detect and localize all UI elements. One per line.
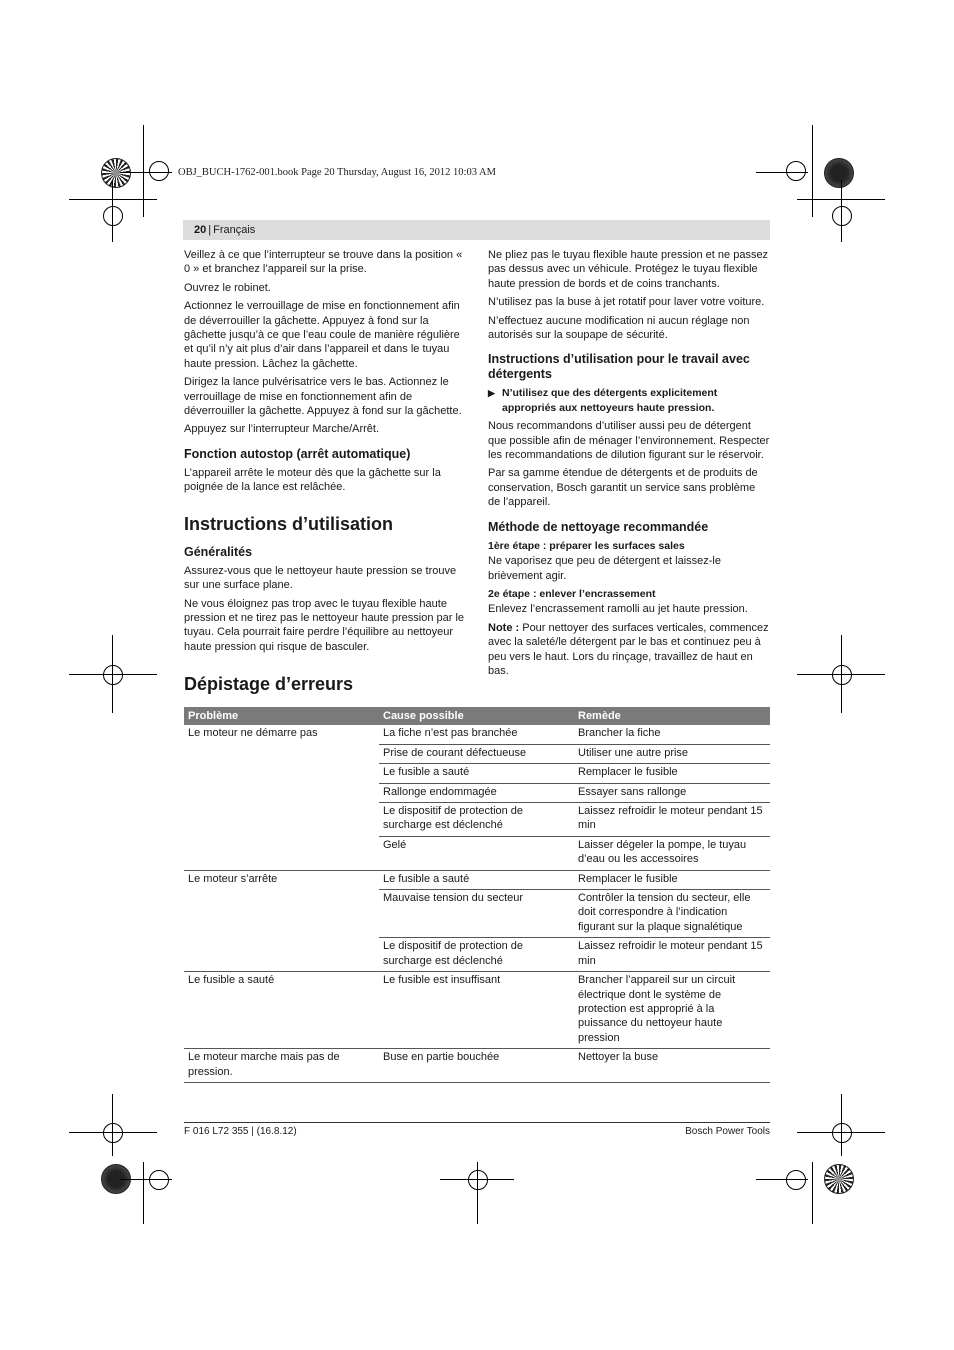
note	[488, 621, 770, 679]
step2-title: 2e étape : enlever l’encrassement	[488, 587, 656, 600]
column-header: Cause possible	[379, 707, 574, 725]
paragraph: N’effectuez aucune modification ni aucun réglage non autorisés sur la soupape de sécurité.	[488, 314, 750, 342]
bullet-text: N’utilisez que des détergents explicitement appropriés aux nettoyeurs haute pression.	[502, 387, 718, 414]
column-header: Problème	[184, 707, 379, 725]
remedy-cell: Essayer sans rallonge	[574, 783, 770, 802]
heading-detergents: Instructions d’utilisation pour le travail avec détergents	[488, 352, 750, 382]
footer-brand: Bosch Power Tools	[685, 1126, 770, 1137]
print-info: OBJ_BUCH-1762-001.book Page 20 Thursday, August 16, 2012 10:03 AM	[178, 167, 496, 178]
crosshair-icon	[149, 1170, 169, 1190]
cause-cell: Prise de courant défectueuse	[379, 744, 574, 763]
footer-document-code: F 016 L72 355 | (16.8.12)	[184, 1126, 297, 1137]
cause-cell: Rallonge endommagée	[379, 783, 574, 802]
problem-cell: Le moteur s’arrête	[184, 870, 379, 971]
right-column	[488, 248, 770, 682]
crosshair-icon	[468, 1170, 488, 1190]
crosshair-icon	[103, 206, 123, 226]
heading-general: Généralités	[184, 544, 253, 559]
problem-cell: Le moteur marche mais pas de pression.	[184, 1049, 379, 1083]
remedy-cell: Brancher l’appareil sur un circuit électrique dont le système de protection est approprié à la puissance du nettoyeur haute pression	[574, 972, 770, 1049]
crosshair-icon	[786, 1170, 806, 1190]
column-header: Remède	[574, 707, 770, 725]
registration-rosette-icon	[101, 158, 131, 188]
registration-rosette-icon	[824, 158, 854, 188]
page-number: 20	[194, 224, 207, 236]
registration-rosette-icon	[824, 1164, 854, 1194]
crosshair-icon	[149, 161, 169, 181]
cause-cell: Mauvaise tension du secteur	[379, 890, 574, 938]
paragraph: Assurez-vous que le nettoyeur haute pression se trouve sur une surface plane.	[184, 564, 457, 592]
heading-autostop: Fonction autostop (arrêt automatique)	[184, 446, 411, 461]
remedy-cell: Laissez refroidir le moteur pendant 15 min	[574, 938, 770, 972]
heading-instructions: Instructions d’utilisation	[184, 513, 394, 534]
table-row	[184, 725, 770, 744]
paragraph: Par sa gamme étendue de détergents et de produits de conservation, Bosch garantit un service sans problème de l’appareil.	[488, 467, 758, 509]
cause-cell: La fiche n’est pas branchée	[379, 725, 574, 744]
paragraph: L’appareil arrête le moteur dès que la gâchette sur la poignée de la lance est relâchée.	[184, 466, 441, 494]
step1-title: 1ère étape : préparer les surfaces sales	[488, 539, 685, 552]
crosshair-icon	[786, 161, 806, 181]
paragraph: Actionnez le verrouillage de mise en fonctionnement afin de déverrouiller la gâchette. Appuyez à fond sur la gâchette jusqu’à ce que l’eau coule de manière régulière et qu’il n’y ait plus d’air dans l’appareil et dans le tuyau haute pression. Lâchez la gâchette.	[184, 300, 460, 370]
note-label: Note :	[488, 621, 520, 634]
paragraph: Dirigez la lance pulvérisatrice vers le bas. Actionnez le verrouillage de mise en fonctionnement afin de déverrouiller la gâchette. Appuyez à fond sur la gâchette.	[184, 376, 462, 418]
paragraph: Ouvrez le robinet.	[184, 281, 271, 294]
table-header-row	[184, 707, 770, 725]
remedy-cell: Laisser dégeler la pompe, le tuyau d’eau ou les accessoires	[574, 836, 770, 870]
triangle-bullet-icon: ▶	[488, 388, 495, 399]
remedy-cell: Contrôler la tension du secteur, elle doit correspondre à l’indication figurant sur la plaque signalétique	[574, 890, 770, 938]
cause-cell: Le dispositif de protection de surcharge est déclenché	[379, 938, 574, 972]
footer-rule	[184, 1122, 770, 1123]
paragraph: N’utilisez pas la buse à jet rotatif pour laver votre voiture.	[488, 296, 765, 309]
header-language: Français	[213, 224, 256, 236]
heading-method: Méthode de nettoyage recommandée	[488, 519, 709, 534]
cause-cell: Le fusible est insuffisant	[379, 972, 574, 1049]
page-header	[183, 220, 770, 240]
cause-cell: Le fusible a sauté	[379, 870, 574, 889]
remedy-cell: Nettoyer la buse	[574, 1049, 770, 1083]
cause-cell: Le fusible a sauté	[379, 764, 574, 783]
problem-cell: Le fusible a sauté	[184, 972, 379, 1049]
paragraph: Veillez à ce que l’interrupteur se trouve dans la position « 0 » et branchez l’appareil sur la prise.	[184, 249, 463, 276]
crosshair-icon	[832, 206, 852, 226]
paragraph: Nous recommandons d’utiliser aussi peu de détergent que possible afin de ménager l’environnement. Respecter les recommandations de dilution figurant sur le réservoir.	[488, 420, 770, 462]
header-separator: |	[208, 224, 212, 236]
paragraph: Ne vous éloignez pas trop avec le tuyau flexible haute pression et ne tirez pas le nettoyeur haute pression par le tuyau. Cela pourrait faire perdre l’équilibre au nettoyeur haute pression qui risque de basculer.	[184, 597, 465, 653]
remedy-cell: Brancher la fiche	[574, 725, 770, 744]
cause-cell: Gelé	[379, 836, 574, 870]
remedy-cell: Utiliser une autre prise	[574, 744, 770, 763]
left-column	[184, 248, 466, 658]
cause-cell: Le dispositif de protection de surcharge est déclenché	[379, 803, 574, 837]
crosshair-icon	[832, 1123, 852, 1143]
table-row	[184, 972, 770, 1049]
troubleshooting-title: Dépistage d’erreurs	[184, 674, 354, 694]
warning-bullet	[488, 386, 770, 415]
crosshair-icon	[103, 1123, 123, 1143]
paragraph: Ne pliez pas le tuyau flexible haute pression et ne passez pas dessus avec un véhicule. Protégez le tuyau flexible haute pression de bords et de coins tranchants.	[488, 249, 769, 290]
step2-text: Enlevez l’encrassement ramolli au jet haute pression.	[488, 603, 748, 616]
crosshair-icon	[832, 665, 852, 685]
problem-cell: Le moteur ne démarre pas	[184, 725, 379, 870]
cause-cell: Buse en partie bouchée	[379, 1049, 574, 1083]
note-text: Pour nettoyer des surfaces verticales, commencez avec la saleté/le détergent par le bas et continuez peu à peu vers le haut. Lors du rinçage, travaillez de haut en bas.	[488, 621, 769, 677]
remedy-cell: Laissez refroidir le moteur pendant 15 min	[574, 803, 770, 837]
paragraph: Appuyez sur l’interrupteur Marche/Arrêt.	[184, 423, 380, 436]
crosshair-icon	[103, 665, 123, 685]
remedy-cell: Remplacer le fusible	[574, 764, 770, 783]
table-row	[184, 870, 770, 889]
table-row	[184, 1049, 770, 1083]
remedy-cell: Remplacer le fusible	[574, 870, 770, 889]
troubleshooting-table	[184, 707, 770, 1083]
step1-text: Ne vaporisez que peu de détergent et laissez-le brièvement agir.	[488, 555, 721, 582]
